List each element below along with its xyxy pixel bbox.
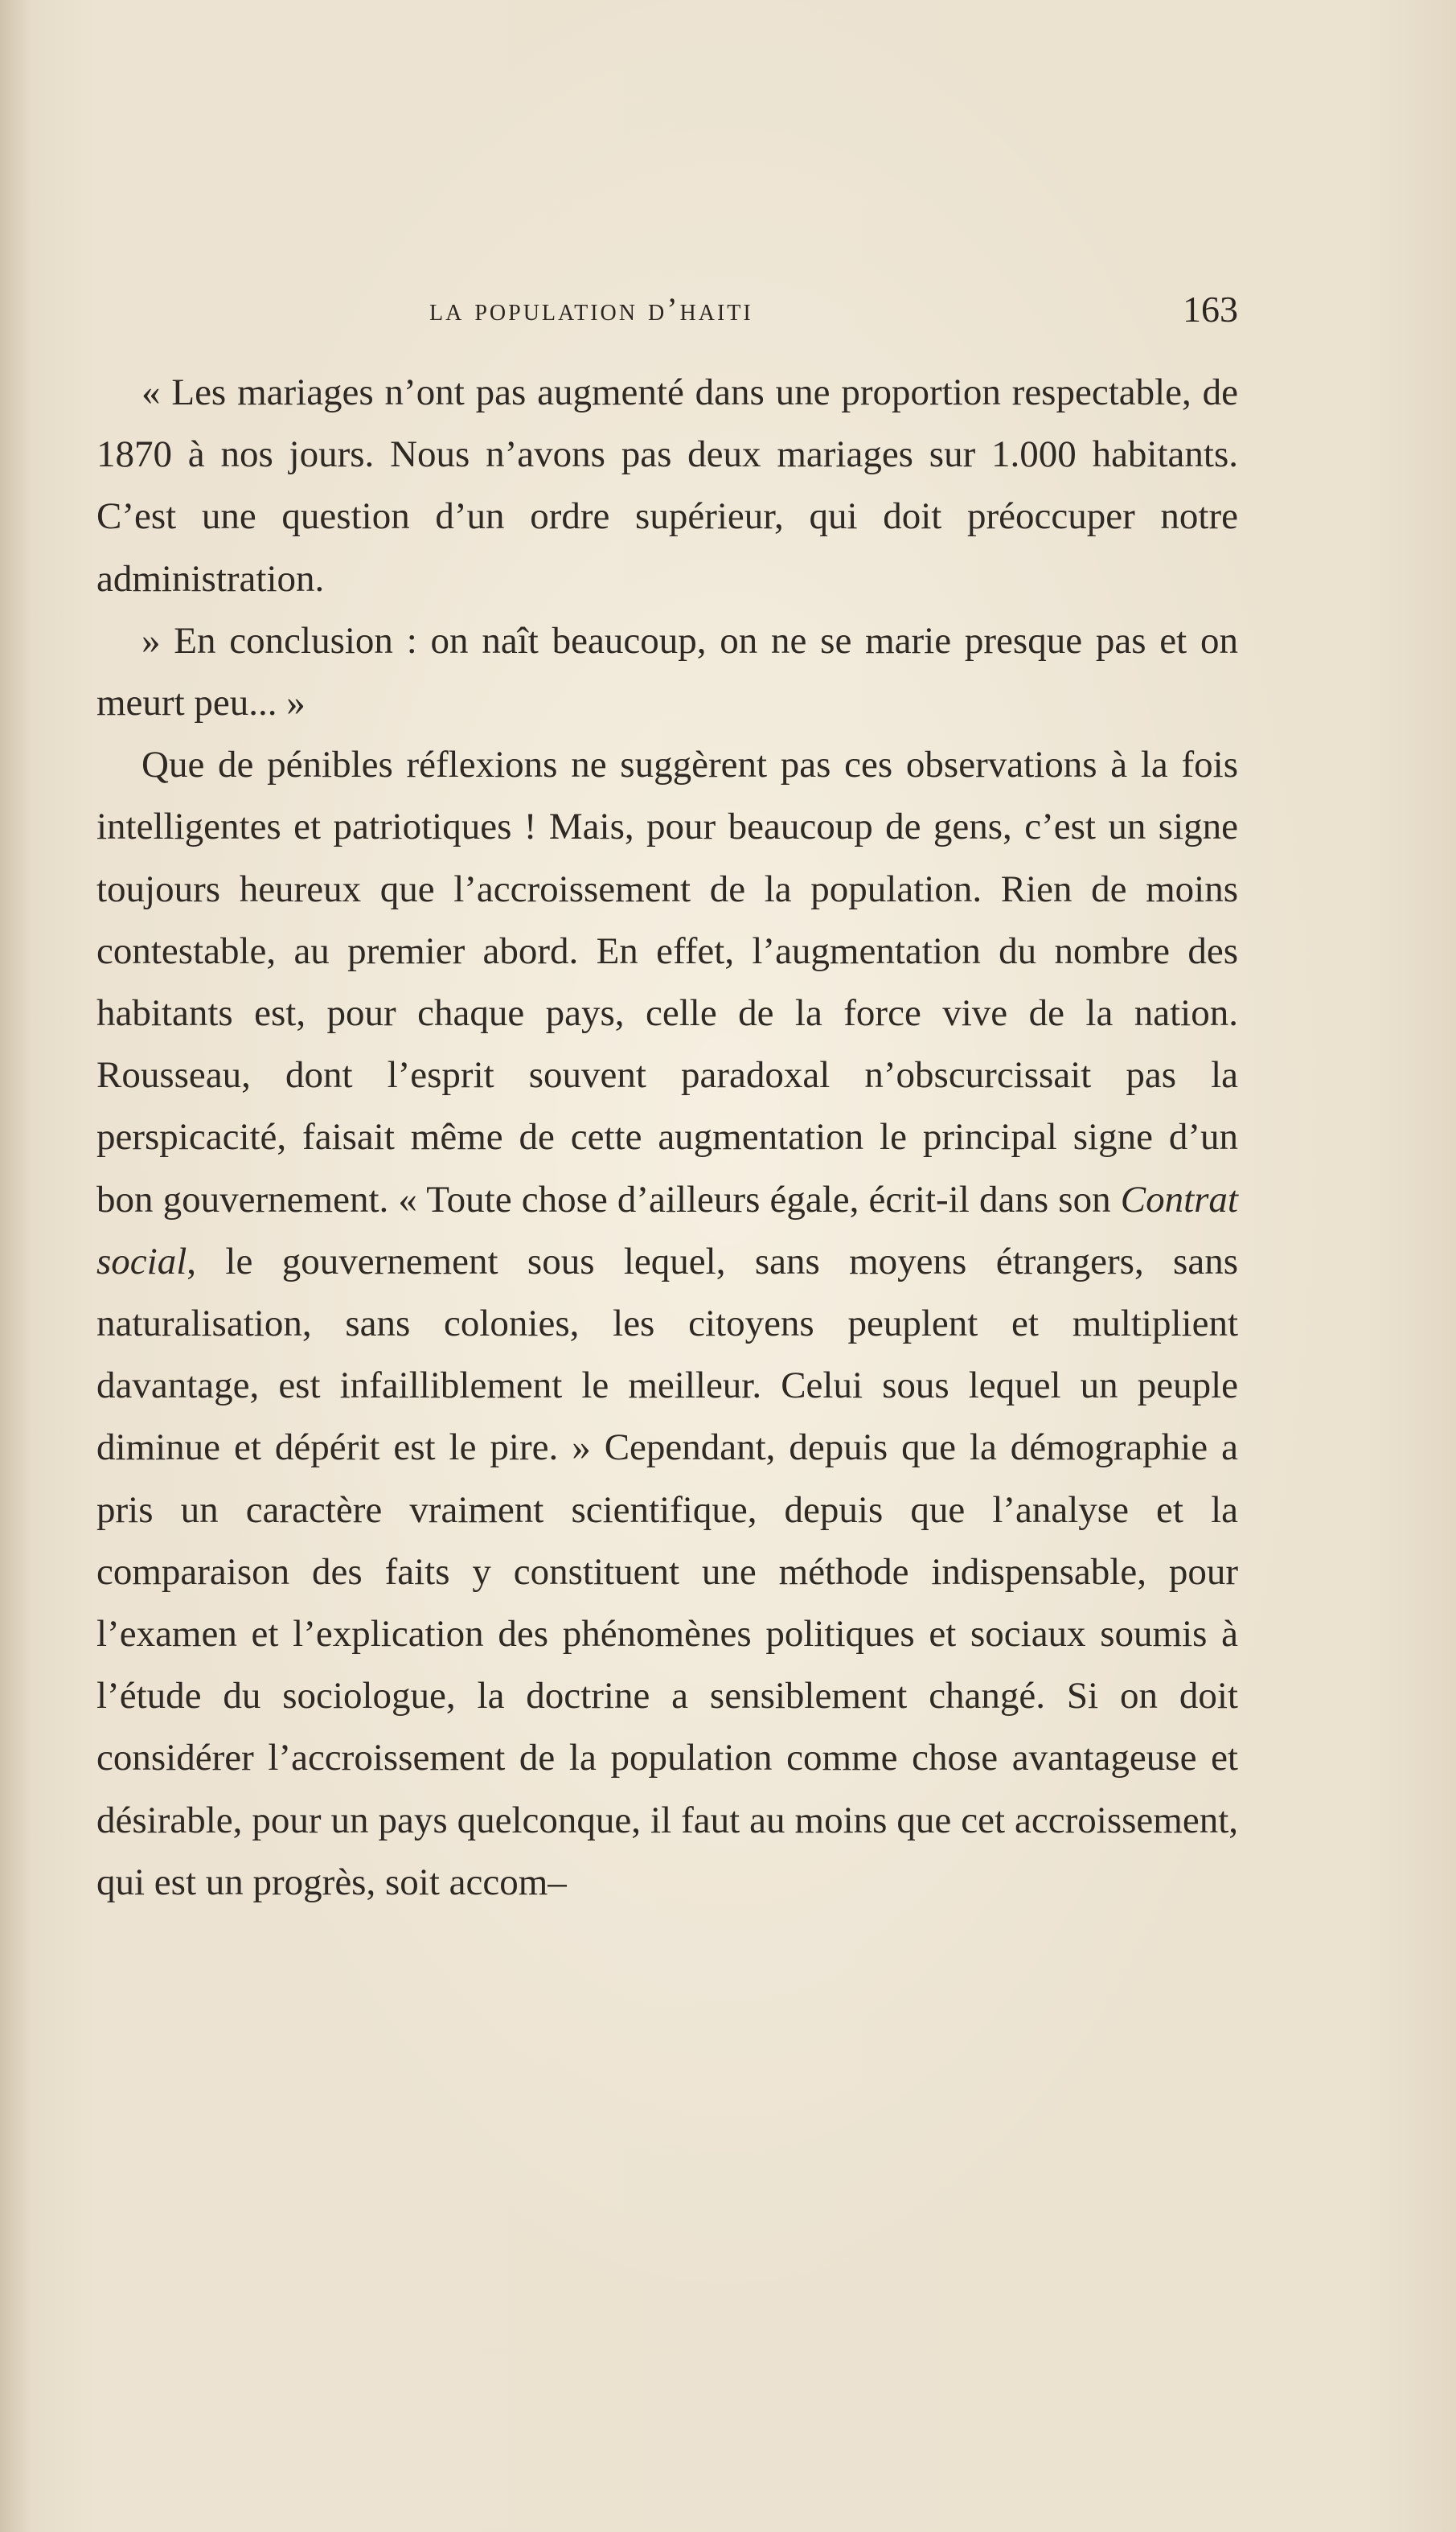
paragraph-reflections <box>96 734 1238 1914</box>
page-header <box>96 281 1238 338</box>
paragraph-quote-marriages: « Les mariages n’ont pas augmenté dans une proportion respectable, de 1870 à nos jours. Nous n’avons pas deux mariages sur 1.000 habitants. C’est une question d’un ordre supérieur, qui doit préoccuper notre administration. <box>96 371 1238 600</box>
paragraph-reflections-part-2: , le gouvernement sous lequel, sans moyens étrangers, sans naturalisation, sans colonies, les citoyens peuplent et multiplient davantage, est infailliblement le meilleur. Celui sous lequel un peuple diminue et dépérit est le pire. » Cependant, depuis que la démographie a pris un caractère vraiment scientifique, depuis que l’analyse et la comparaison des faits y constituent une méthode indispensable, pour l’examen et l’explication des phénomènes politiques et sociaux soumis à l’étude du sociologue, la doctrine a sensiblement changé. Si on doit considérer l’accroissement de la population comme chose avantageuse et désirable, pour un pays quelconque, il faut au moins que cet accroissement, qui est un progrès, soit accom– <box>96 1240 1238 1903</box>
paragraph-reflections-part-1: Que de pénibles réflexions ne suggèrent pas ces observations à la fois intelligentes et patriotiques ! Mais, pour beaucoup de gens, c’est un signe toujours heureux que l’accroissement de la population. Rien de moins contestable, au premier abord. En effet, l’augmentation du nombre des habitants est, pour chaque pays, celle de la force vive de la nation. Rousseau, dont l’esprit souvent paradoxal n’obscurcissait pas la perspicacité, faisait même de cette augmentation le principal signe d’un bon gouvernement. « Toute chose d’ailleurs égale, écrit-il dans son <box>96 744 1238 1221</box>
book-title-contrat-social: Contrat social <box>96 1178 1238 1282</box>
paragraph-quote-conclusion: » En conclusion : on naît beaucoup, on ne se marie presque pas et on meurt peu... » <box>96 619 1238 724</box>
body-text <box>96 362 1238 1914</box>
page-number: 163 <box>1183 289 1238 330</box>
running-title: la population d’haiti <box>429 291 753 327</box>
